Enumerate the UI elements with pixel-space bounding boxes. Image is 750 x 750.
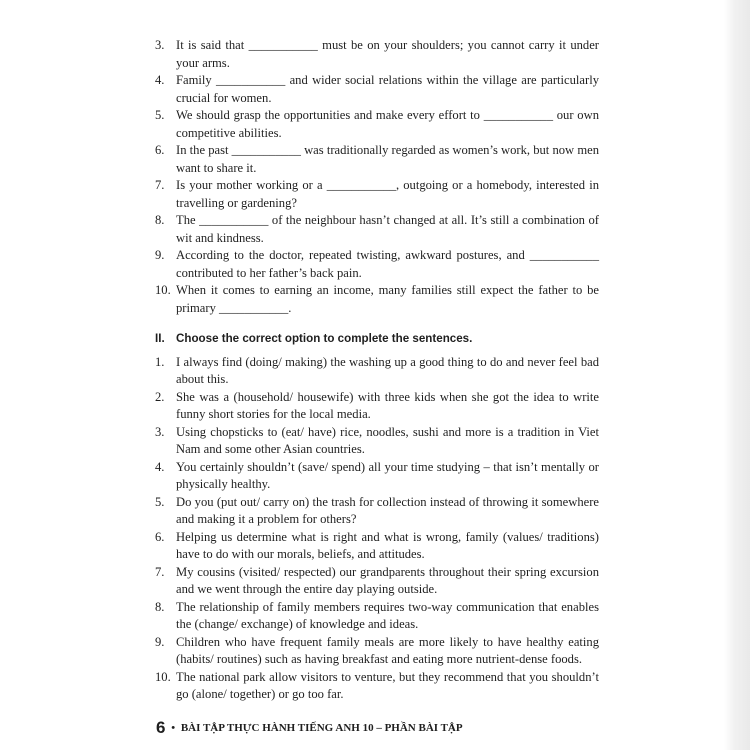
item-number: 9. <box>155 248 165 262</box>
section-number: II. <box>155 332 165 345</box>
item-number: 3. <box>155 424 165 439</box>
section-heading <box>155 330 599 348</box>
exercise-item <box>155 282 599 317</box>
item-text: You certainly shouldn’t (save/ spend) all your time studying – that isn’t mentally or physically healthy. <box>176 459 599 491</box>
page-footer <box>156 718 463 738</box>
footer-separator: • <box>171 722 176 734</box>
item-text: When it comes to earning an income, many families still expect the father to be primary ___________. <box>176 283 599 315</box>
item-number: 8. <box>155 599 165 614</box>
exercise-item <box>155 459 599 494</box>
item-text: I always find (doing/ making) the washing up a good thing to do and never feel bad about this. <box>176 354 599 386</box>
exercise-item <box>155 494 599 529</box>
item-text: We should grasp the opportunities and make every effort to ___________ our own competitive abilities. <box>176 108 599 140</box>
exercise-item <box>155 107 599 142</box>
item-number: 6. <box>155 143 165 157</box>
item-number: 10. <box>155 283 171 297</box>
exercise-item <box>155 634 599 669</box>
exercise-item <box>155 142 599 177</box>
item-number: 10. <box>155 669 171 684</box>
item-text: Children who have frequent family meals are more likely to have healthy eating (habits/ routines) such as having breakfast and eating more nutrient-dense foods. <box>176 634 599 666</box>
item-text: Do you (put out/ carry on) the trash for collection instead of throwing it somewhere and making it a problem for others? <box>176 494 599 526</box>
item-number: 4. <box>155 459 165 474</box>
item-number: 1. <box>155 354 165 369</box>
exercise-item <box>155 212 599 247</box>
item-text: Using chopsticks to (eat/ have) rice, noodles, sushi and more is a tradition in Viet Nam and some other Asian countries. <box>176 424 599 456</box>
exercise-item <box>155 599 599 634</box>
item-number: 5. <box>155 494 165 509</box>
section-title: Choose the correct option to complete the sentences. <box>176 332 473 345</box>
item-number: 4. <box>155 73 165 87</box>
item-number: 9. <box>155 634 165 649</box>
item-number: 7. <box>155 178 165 192</box>
item-number: 2. <box>155 389 165 404</box>
item-text: Helping us determine what is right and what is wrong, family (values/ traditions) have to do with our morals, beliefs, and attitudes. <box>176 529 599 561</box>
item-text: The ___________ of the neighbour hasn’t changed at all. It’s still a combination of wit and kindness. <box>176 213 599 245</box>
book-title: BÀI TẬP THỰC HÀNH TIẾNG ANH 10 – PHẦN BÀI TẬP <box>180 722 463 734</box>
exercise-item <box>155 354 599 389</box>
exercise-item <box>155 72 599 107</box>
exercise-item <box>155 564 599 599</box>
item-number: 7. <box>155 564 165 579</box>
page-edge-shadow <box>724 0 750 750</box>
exercise-item <box>155 37 599 72</box>
exercise-content <box>155 37 599 704</box>
item-text: According to the doctor, repeated twisting, awkward postures, and ___________ contributed to her father’s back pain. <box>176 248 599 280</box>
item-text: She was a (household/ housewife) with three kids when she got the idea to write funny short stories for the local media. <box>176 389 599 421</box>
exercise-item <box>155 177 599 212</box>
exercise-item <box>155 424 599 459</box>
exercise-item <box>155 529 599 564</box>
item-number: 6. <box>155 529 165 544</box>
item-number: 5. <box>155 108 165 122</box>
item-number: 8. <box>155 213 165 227</box>
item-text: Is your mother working or a ___________, outgoing or a homebody, interested in travelling or gardening? <box>176 178 599 210</box>
page-number: 6 <box>156 718 166 737</box>
item-text: In the past ___________ was traditionally regarded as women’s work, but now men want to share it. <box>176 143 599 175</box>
exercise-item <box>155 389 599 424</box>
item-text: It is said that ___________ must be on your shoulders; you cannot carry it under your arms. <box>176 38 599 70</box>
item-number: 3. <box>155 38 165 52</box>
part2-list <box>155 354 599 704</box>
exercise-item <box>155 669 599 704</box>
item-text: The relationship of family members requires two-way communication that enables the (change/ exchange) of knowledge and ideas. <box>176 599 599 631</box>
part1-list <box>155 37 599 317</box>
item-text: The national park allow visitors to venture, but they recommend that you shouldn’t go (alone/ together) or go too far. <box>176 669 599 701</box>
item-text: My cousins (visited/ respected) our grandparents throughout their spring excursion and we went through the entire day playing outside. <box>176 564 599 596</box>
exercise-item <box>155 247 599 282</box>
item-text: Family ___________ and wider social relations within the village are particularly crucial for women. <box>176 73 599 105</box>
